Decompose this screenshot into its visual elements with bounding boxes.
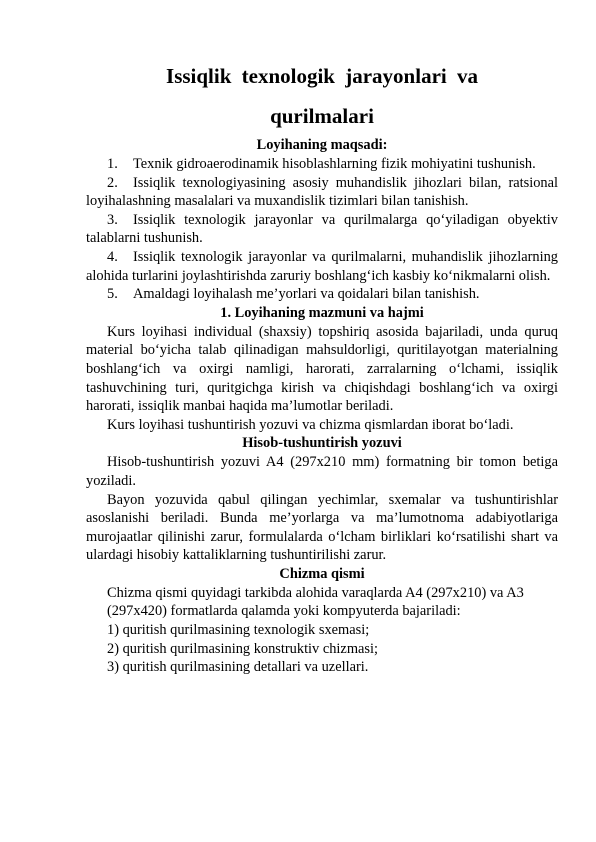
title-line-2: qurilmalari (270, 104, 374, 128)
content-paragraph-2: Kurs loyihasi tushuntirish yozuvi va chizma qismlardan iborat bo‘ladi. (107, 416, 514, 433)
document-title (86, 56, 558, 136)
goal-item-number: 1. (107, 156, 118, 172)
goal-item-text: Amaldagi loyihalash me’yorlari va qoidalari bilan tanishish. (133, 286, 480, 303)
goal-heading: Loyihaning maqsadi: (256, 137, 388, 153)
title-line-1: Issiqlik texnologik jarayonlari va (166, 64, 478, 88)
drawing-heading: Chizma qismi (279, 565, 365, 582)
drawing-item-3: 3) quritish qurilmasining detallari va uzellari. (107, 659, 369, 676)
content-paragraph-1: Kurs loyihasi individual (shaxsiy) topshiriq asosida bajariladi, unda quruq material bo‘yicha talab qilinadigan mahsuldorligi, quritilayotgan materialning boshlang‘ich va oxirgi namligi, harorati, zarralarning o‘lchami, issiqlik tashuvchining turi, quritgichga kirish va chiqishdagi boshlang‘ich va oxirgi harorati, issiqlik manbai haqida ma’lumotlar beriladi. (86, 323, 558, 415)
note-heading: Hisob-tushuntirish yozuvi (242, 435, 402, 452)
note-paragraph-2: Bayon yozuvida qabul qilingan yechimlar, sxemalar va tushuntirishlar asoslanishi beriladi. Bunda me’yorlarga va ma’lumotnoma adabiyotlariga murojaatlar qilinishi zarur, formulalarda o‘lcham birliklari ko‘rsatilishi shart va ulardagi hisobiy kattaliklarning tushuntirilishi zarur. (86, 491, 558, 564)
goal-item-3 (86, 211, 558, 248)
goal-item-4 (86, 248, 558, 285)
goal-item-number: 5. (107, 286, 118, 303)
drawing-intro: Chizma qismi quyidagi tarkibda alohida varaqlarda A4 (297x210) va A3 (297x420) formatlarda qalamda yoki kompyuterda bajariladi: (107, 584, 524, 620)
goal-item-text: Texnik gidroaerodinamik hisoblashlarning fizik mohiyatini tushunish. (133, 156, 536, 172)
drawing-item-1: 1) quritish qurilmasining texnologik sxemasi; (107, 622, 370, 639)
goal-item-text: Issiqlik texnologiyasining asosiy muhandislik jihozlari bilan, ratsional loyihalashning masalalari va muxandislik tizimlari bilan tanishish. (86, 174, 558, 210)
goal-item-1 (86, 155, 558, 174)
goal-item-text: Issiqlik texnologik jarayonlar va qurilmalarga qo‘yiladigan obyektiv talablarni tushunish. (86, 211, 558, 247)
note-paragraph-1: Hisob-tushuntirish yozuvi A4 (297x210 mm) formatning bir tomon betiga yoziladi. (86, 454, 558, 489)
goal-item-5 (86, 285, 558, 304)
content-heading: 1. Loyihaning mazmuni va hajmi (220, 304, 424, 321)
drawing-item-2: 2) quritish qurilmasining konstruktiv chizmasi; (107, 640, 378, 657)
drawing-list (86, 584, 558, 677)
document-body (86, 56, 558, 677)
goal-item-text: Issiqlik texnologik jarayonlar va qurilmalarni, muhandislik jihozlarning alohida turlarini joylashtirishda zaruriy boshlang‘ich kasbiy ko‘nikmalarni olish. (86, 248, 558, 284)
goal-item-number: 3. (107, 211, 118, 228)
goal-item-number: 2. (107, 174, 118, 191)
goal-item-number: 4. (107, 248, 118, 265)
goal-item-2 (86, 174, 558, 211)
